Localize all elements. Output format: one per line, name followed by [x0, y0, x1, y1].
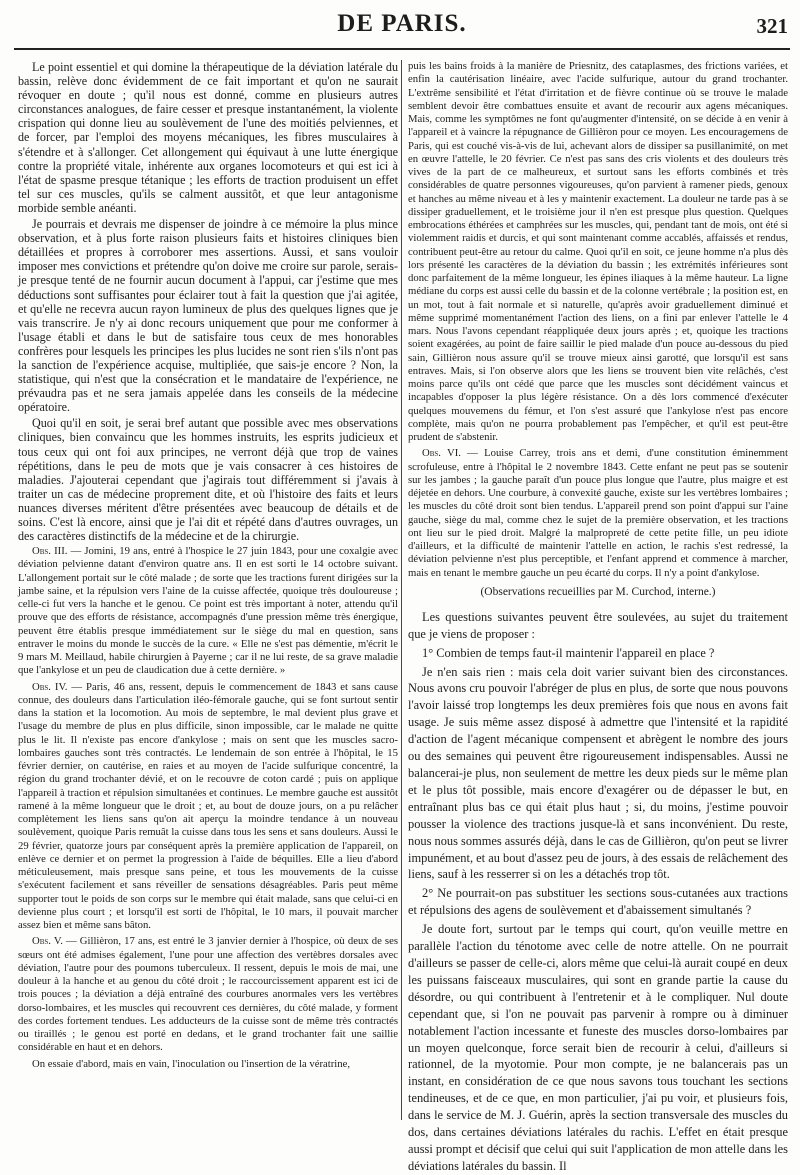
observation-label: Obs. IV. — [32, 680, 68, 693]
answer-1: Je n'en sais rien : mais cela doit varier suivant bien des circonstances. Nous avons cru pouvoir l'abréger de plus en plus, de sorte que nous pouvons l'avoir laissé trop longtemps les deux premières fois que nous en avons fait usage. Je suis même assez disposé à admettre que l'intensité et la rapidité d'action de l'agent mécanique compensent et abrègent le nombre des jours ou des semaines qui peuvent être rigoureusement indispensables. Aussi ne balancerai-je plus, non seulement de mettre les deux pieds sur le même plan et le plus tôt possible, mais encore d'exagérer ou de dépasser le but, en entraînant plus bas ce qui était plus haut ; si, du moins, j'estime pouvoir pousser la violence des tractions jusque-là et sans inconvénient. Du reste, nous nous sommes assurés déjà, dans le cas de Gillièron, qu'on peut se livrer impunément, et au bout d'assez peu de jours, à des essais de relâchement des liens, sauf à les resserrer si on les a détachés trop tôt. — [408, 664, 788, 882]
observation-text: — Paris, 46 ans, ressent, depuis le commencement de 1843 et sans cause connue, des douleurs dans l'articulation iléo-fémorale gauche, qui se font surtout sentir dans la station et la locomotion. Au mois de septembre, le mal devient plus grave et l'usage du membre de plus en plus difficile, sinon impossible, car le malade ne quitte plus le lit. Il n'existe pas encore d'ankylose ; mais on sent que les muscles sacro-lombaires gauches sont très contractés. Le lendemain de son entrée à l'hôpital, le 15 février dernier, on cautérise, en raies et au moyen de l'acide sulfurique concentré, la région du grand trochanter dévié, et on le recouvre de coton cardé ; puis on applique l'appareil à traction et répulsion simultanées et continues. Le membre gauche est aussitôt ramené à la même longueur que le droit ; et, au bout de douze jours, on a pu relâcher complètement les liens sans qu'on ait aperçu la moindre tendance à un nouveau soulèvement, quoique Paris remuât la cuisse dans tous les sens et sans douleurs. Aussi le 29 février, quatorze jours par conséquent après la première application de l'appareil, on enlève ce dernier et on permet la progression à l'aide de béquilles. Elle a lieu d'abord méticuleusement, mais presque sans peine, et tous les mouvements de la cuisse s'exécutent facilement et sans réveiller de sensations désagréables. Paris peut même supporter tout le poids de son corps sur le membre qui était malade, sans que celui-ci en devienne plus court ; et lorsqu'il est sorti de l'hôpital, le 10 mars, il pouvait marcher assez bien et même sans bâton. — [18, 680, 398, 932]
running-header — [14, 8, 790, 50]
observation-3 — [18, 545, 398, 678]
running-title: DE PARIS. — [337, 10, 467, 37]
observation-text: — Gillièron, 17 ans, est entré le 3 janvier dernier à l'hospice, où deux de ses sœurs ont été admises également, l'une pour une affection des vertèbres dorsales avec déviation, l'autre pour des poumons tuberculeux. Il ressent, depuis le mois de mai, une douleur à la hanche et au genou du côté droit ; le raccourcissement apparent est ici de trois pouces ; la déviation a déjà entraîné des courbures anormales vers les vertèbres dorso-lombaires, et les muscles qui recouvrent ces dernières, du côté malade, y forment des cordes fortement tendues. Les adducteurs de la cuisse sont de même très contractés ou tiraillés ; le genou est porté en dedans, et le grand trochanter fait une saillie considérable en haut et en dehors. — [18, 935, 398, 1054]
observation-4 — [18, 681, 398, 933]
observation-label: Obs. VI. — [422, 447, 461, 460]
text-columns — [14, 60, 790, 1173]
observation-attribution: (Observations recueillies par M. Curchod, interne.) — [480, 585, 716, 598]
newspaper-page — [14, 8, 790, 1173]
page-number: 321 — [756, 14, 788, 38]
paragraph-continuation: puis les bains froids à la manière de Priesnitz, des cataplasmes, des frictions variées, et enfin la cautérisation linéaire, avec l'acide sulfurique, autour du grand trochanter. L'extrême sensibilité et l'état d'irritation et de fièvre continue où se trouve le malade semblent devoir être combattues ensuite et avant de recourir aux agens mécaniques. Mais, comme les symptômes ne font qu'augmenter d'intensité, on se décide à en venir à l'appareil et à vaincre la répugnance de Gillièron pour ce moyen. Les encouragemens de Paris, qui est couché vis-à-vis de lui, achevant alors de dissiper sa pusillanimité, on met en œuvre l'attelle, le 20 février. Ce n'est pas sans des cris violents et des douleurs très vives de la part de ce malheureux, et surtout sans les efforts combinés et très considérables de quatre personnes vigoureuses, qu'on parvient à ramener pieds, genoux et hanches au même niveau et à les y maintenir exactement. La douleur ne tarde pas à se dissiper graduellement, et le troisième jour il n'en est presque plus question. Quelques embrocations éthérées et camphrées sur les muscles, qui, pendant tant de mois, ont été si violemment raidis et durcis, et qui sont maintenant comme accablés, affaissés et rendus, contribuent peut-être au retour du calme. Quoi qu'il en soit, ce jeune homme n'a plus dès lors présenté les caractères de la déviation du bassin ; les extrémités inférieures sont donc parfaitement de la même longueur, les épines iliaques à la même hauteur. La ligne médiane du corps est aussi celle du bassin et de la colonne vertébrale ; la position est, en un mot, tout à fait normale et si naturelle, qu'après avoir graduellement diminué et même supprimé momentanément l'action des liens, on a fini par enlever l'attelle le 4 mars. Nous l'avons cependant réappliquée deux jours après ; et, quoique les tractions soient exagérées, au point de faire saillir le pied malade d'un pouce au-dessous du pied sain, Gillièron nous assure qu'il se trouve mieux ainsi garotté, que lorsqu'il est sans entraves. Mais, si l'on observe alors que les liens se trouvent bien vite relâchés, c'est moins parce qu'ils ont cédé que parce que les muscles sont décidément vaincus et incapables d'opposer la plus légère résistance. On a dès lors commencé d'exécuter quelques mouvemens du fémur, et l'on s'est assuré que l'ankylose n'est pas encore complète, mais qu'on ne pourra probablement pas l'empêcher, et qu'il est peut-être prudent de s'abstenir. — [408, 60, 788, 443]
observation-6 — [408, 447, 788, 580]
question-1: 1° Combien de temps faut-il maintenir l'appareil en place ? — [422, 645, 715, 660]
left-column — [18, 60, 398, 1120]
column-divider — [401, 60, 402, 1120]
observation-5 — [18, 935, 398, 1054]
paragraph: Je pourrais et devrais me dispenser de joindre à ce mémoire la plus mince observation, et à plus forte raison plusieurs faits et histoires cliniques bien détaillées et propres à corroborer mes assertions. Aussi, et sans vouloir imposer mes convictions et prétendre qu'on doive me croire sur parole, serais-je presque tenté de ne fournir aucun document à l'appui, car j'estime que mes déductions sont suffisantes pour éclairer tout à fait la question que j'ai agitée, et qu'elle ne recevra aucun rayon lumineux de plus des quelques lignes que je vais transcrire. Je n'y ai donc recours uniquement que pour me conformer à l'usage établi et dans le but de satisfaire tous ceux de mes honorables confrères pour lesquels les principes les plus lucides ne sont rien s'ils n'ont pas la sanction de l'expérience acquise, multipliée, que sais-je encore ? Non, la statistique, qui n'est que la consécration et le mandataire de l'expérience, ne prévaudra pas et ne sera jamais appelée dans les conseils de la médecine opératoire. — [18, 217, 398, 415]
paragraph-continued: On essaie d'abord, mais en vain, l'inoculation ou l'insertion de la vératrine, — [32, 1057, 351, 1070]
observation-label: Obs. V. — [32, 935, 63, 948]
paragraph: Le point essentiel et qui domine la thérapeutique de la déviation latérale du bassin, relève donc évidemment de ce fait important et qu'on ne saurait révoquer en doute ; qu'il nous est donné, comme en plusieurs autres circonstances analogues, de faire cesser et presque instantanément, la violente crispation qui donne lieu au soulèvement de l'une des moitiés pelviennes, et de forcer, par l'emploi des moyens mécaniques, les fibres musculaires à s'étendre et à s'allonger. Cet allongement qui équivaut à une lutte énergique contre la propriété vitale, inhérente aux organes locomoteurs et qui est ici à l'état de spasme presque tétanique ; les efforts de traction produisent un effet tel sur ces muscles, qu'ils se calment aussitôt, et que leur antagonisme morbide semble anéanti. — [18, 60, 398, 215]
paragraph: Les questions suivantes peuvent être soulevées, au sujet du traitement que je viens de proposer : — [408, 609, 788, 641]
right-column — [408, 60, 788, 1173]
observation-text: — Louise Carrey, trois ans et demi, d'une constitution éminemment scrofuleuse, entre à l'hôpital le 2 novembre 1843. Cette enfant ne peut pas se soutenir sur les jambes ; la gauche paraît d'un pouce plus longue que l'autre, plus maigre et est déjetée en dehors. Une courbure, à convexité gauche, existe sur les vertèbres lombaires ; les muscles du côté droit sont bien tendus. L'appareil prend son point d'appui sur l'aine gauche, siège du mal, comme chez le sujet de la première observation, et les tractions ont lieu sur le pied droit. Malgré la malpropreté de cette petite fille, un peu idiote d'ailleurs, et la difficulté de maintenir l'attelle en action, le rachis s'est redressé, la déviation pelvienne n'est plus perceptible, et l'enfant apprend et commence à marcher, mais en tenant le membre gauche un peu écarté du corps. Il n'y a point d'ankylose. — [408, 447, 788, 579]
observation-text: — Jomini, 19 ans, entré à l'hospice le 27 juin 1843, pour une coxalgie avec déviation pelvienne datant d'environ quatre ans. Il en est sorti le 14 octobre suivant. L'allongement portait sur le côté malade ; de sorte que les tractions furent dirigées sur la jambe saine, et la répulsion vers l'aine de la cuisse affectée, quoique très douloureuse ; celle-ci fut vers la hanche et le genou. Ce point est très important à noter, attendu qu'il prouve que des efforts de résistance, accompagnés d'une pression même très énergique, peuvent être établis presque immédiatement sur le siège du mal en question, sans entraver le moins du monde le succès de la cure. « Elle ne s'est pas démentie, m'écrit le 9 mars M. Meillaud, habile chirurgien à Payerne ; car il ne lui reste, de sa grave maladie que l'ankylose et un peu de claudication due à cette dernière. » — [18, 545, 398, 677]
question-2: 2° Ne pourrait-on pas substituer les sections sous-cutanées aux tractions et répulsions des agens de soulèvement et d'abaissement simultanés ? — [408, 886, 788, 918]
answer-2: Je doute fort, surtout par le temps qui court, qu'on veuille mettre en parallèle l'action du ténotome avec celle de notre attelle. On ne pourrait d'ailleurs se passer de celle-ci, alors même que celui-là aurait coupé en deux les puissans faisceaux musculaires, qui sont en grande partie la cause du désordre, ou qui contribuent à l'entretenir et à le compliquer. Nul doute cependant que, si l'on ne pouvait pas parvenir à rompre ou à diminuer notablement l'action incessante et funeste des muscles dorso-lombaires par un moyen quelconque, force serait bien de recourir à celui, d'ailleurs si rationnel, de la myotomie. Pour mon compte, je ne balancerais pas un instant, en considération de ce que nous savons tous touchant les sections tendineuses, et de ce que, en mon particulier, j'ai pu voir, et plusieurs fois, dans le service de M. J. Guérin, après la section transversale des muscles du dos, dans certaines déviations latérales du rachis. L'effet en était presque aussi prompt et décisif que celui qui suit l'application de mon attelle dans les déviations latérales du bassin. Il — [408, 922, 788, 1173]
observation-label: Obs. III. — [32, 545, 68, 558]
paragraph: Quoi qu'il en soit, je serai bref autant que possible avec mes observations cliniques, bien convaincu que les hommes instruits, les esprits judicieux et tous ceux qui ont foi aux principes, ne verront déjà que trop de vaines répétitions, dans le peu de mots que je vais consacrer à ces histoires de maladies. J'ajouterai cependant que j'agirais tout différemment si j'avais à traiter un cas de médecine proprement dite, et où l'histoire des faits et leurs nuances diverses méritent d'être présentées avec beaucoup de détails et de soins. C'est là encore, ainsi que je l'ai dit et répété dans d'autres ouvrages, un des caractères distinctifs de la médecine et de la chirurgie. — [18, 416, 398, 544]
